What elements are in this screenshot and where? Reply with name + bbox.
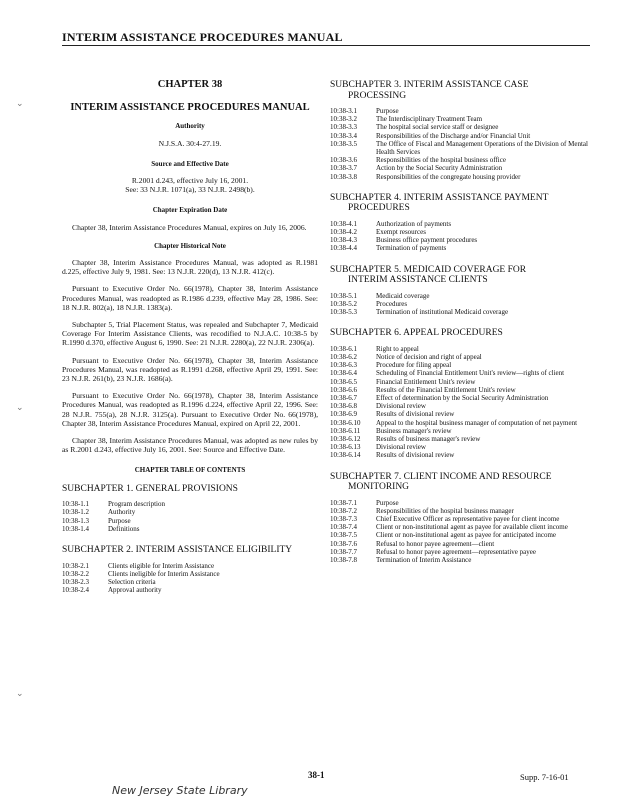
authority-text: N.J.S.A. 30:4-27.19. xyxy=(158,138,222,148)
toc-row: 10:38-3.8 Responsibilities of the congregate housing provider xyxy=(330,172,521,181)
subchapter-5-list xyxy=(330,292,592,317)
toc-row: 10:38-2.1 Clients eligible for Interim Assistance xyxy=(62,561,215,570)
toc-row: 10:38-6.8 Divisional review xyxy=(330,402,426,411)
header-rule xyxy=(62,45,590,46)
subchapter-2-title: SUBCHAPTER 2. INTERIM ASSISTANCE ELIGIBILITY xyxy=(62,545,293,555)
toc-row: 10:38-7.2 Responsibilities of the hospital business manager xyxy=(330,506,514,515)
source-text: See: 33 N.J.R. 1071(a), 33 N.J.R. 2498(b). xyxy=(125,185,255,195)
historical-note: Pursuant to Executive Order No. 66(1978), Chapter 38, Interim Assistance Procedures Manual, was readopted as R.1991 d.268, effective April 29, 1991. See: 23 N.J.R. 261(b), 23 N.J.R. 1686(a). xyxy=(62,355,318,384)
toc-heading: CHAPTER TABLE OF CONTENTS xyxy=(134,466,246,475)
toc-row: 10:38-4.4 Termination of payments xyxy=(330,244,447,253)
subchapter-2-list xyxy=(62,562,318,595)
historical-note: Pursuant to Executive Order No. 66(1978), Chapter 38, Interim Assistance Procedures Manual, was readopted as R.1996 d.224, effective April 22, 1996. See: 28 N.J.R. 755(a), 28 N.J.R. 3125(a). Pursuant to Executive Order No. 66(1978), Chapter 38, Interim Assistance Procedures Manual, expired on April 22, 2001. xyxy=(62,391,318,428)
chapter-number: CHAPTER 38 xyxy=(157,79,223,90)
toc-row: 10:38-2.4 Approval authority xyxy=(62,586,162,595)
subchapter-4-title: SUBCHAPTER 4. INTERIM ASSISTANCE PAYMENT PROCEDURES xyxy=(330,192,549,214)
expiration-text: Chapter 38, Interim Assistance Procedures Manual, expires on July 16, 2006. xyxy=(72,222,307,232)
subchapter-7-title: SUBCHAPTER 7. CLIENT INCOME AND RESOURCE MONITORING xyxy=(330,471,552,493)
subchapter-4-list xyxy=(330,220,592,253)
toc-row: 10:38-1.4 Definitions xyxy=(62,524,140,533)
toc-row: 10:38-1.2 Authority xyxy=(62,508,136,517)
historical-note: Pursuant to Executive Order No. 66(1978), Chapter 38, Interim Assistance Procedures Manual, was readopted as R.1986 d.239, effective May 28, 1986. See: 18 N.J.R. 802(a), 18 N.J.R. 1383(a). xyxy=(62,284,318,312)
toc-row: 10:38-7.7 Refusal to honor payee agreement—representative payee xyxy=(330,547,536,556)
toc-row: 10:38-7.4 Client or non-institutional agent as payee for available client income xyxy=(330,523,568,532)
margin-mark: ⌄ xyxy=(16,402,24,412)
toc-row: 10:38-6.7 Effect of determination by the Social Security Administration xyxy=(330,393,549,402)
toc-row: 10:38-1.3 Purpose xyxy=(62,516,131,525)
source-heading: Source and Effective Date xyxy=(151,159,229,168)
toc-row: 10:38-3.7 Action by the Social Security Administration xyxy=(330,164,503,173)
toc-row: 10:38-3.6 Responsibilities of the hospital business office xyxy=(330,156,506,165)
toc-row: 10:38-7.6 Refusal to honor payee agreement—client xyxy=(330,539,495,548)
historical-note: Chapter 38, Interim Assistance Procedures Manual, was adopted as new rules by as R.2001 d.243, effective July 16, 2001. See: Source and Effective Date. xyxy=(62,436,318,455)
expiration-heading: Chapter Expiration Date xyxy=(152,206,228,215)
toc-row: 10:38-6.13 Divisional review xyxy=(330,443,426,452)
toc-row: 10:38-6.2 Notice of decision and right of appeal xyxy=(330,352,482,361)
historical-heading: Chapter Historical Note xyxy=(154,241,226,250)
toc-row: 10:38-6.10 Appeal to the hospital business manager of computation of net payment xyxy=(330,418,578,427)
toc-row: 10:38-7.3 Chief Executive Officer as representative payee for client income xyxy=(330,515,560,523)
toc-row: 10:38-6.1 Right to appeal xyxy=(330,344,419,353)
subchapter-1-title: SUBCHAPTER 1. GENERAL PROVISIONS xyxy=(62,483,238,494)
historical-note: Chapter 38, Interim Assistance Procedures Manual, was adopted as R.1981 d.225, effective July 9, 1981. See: 13 N.J.R. 220(d), 13 N.J.R. 412(c). xyxy=(62,258,318,277)
left-column xyxy=(62,80,318,606)
toc-row: 10:38-3.3 The hospital social service staff or designee xyxy=(330,123,499,132)
toc-row: 10:38-6.11 Business manager's review xyxy=(330,426,452,435)
toc-row: 10:38-3.2 The Interdisciplinary Treatment Team xyxy=(330,115,483,124)
toc-row: 10:38-4.1 Authorization of payments xyxy=(330,219,452,228)
toc-row: 10:38-6.4 Scheduling of Financial Entitlement Unit's review—rights of client xyxy=(330,369,565,378)
right-column xyxy=(330,80,592,576)
toc-row: 10:38-4.3 Business office payment procedures xyxy=(330,236,478,245)
subchapter-3-title: SUBCHAPTER 3. INTERIM ASSISTANCE CASE PROCESSING xyxy=(330,80,529,101)
toc-row: 10:38-5.3 Termination of institutional Medicaid coverage xyxy=(330,308,509,317)
toc-row: 10:38-1.1 Program description xyxy=(62,500,165,509)
toc-row: 10:38-5.2 Procedures xyxy=(330,299,408,308)
toc-row: 10:38-2.3 Selection criteria xyxy=(62,577,156,586)
toc-row: 10:38-6.3 Procedure for filing appeal xyxy=(330,361,452,370)
margin-mark: ⌄ xyxy=(16,688,24,698)
supplement-date: Supp. 7-16-01 xyxy=(520,772,569,782)
source-text: R.2001 d.243, effective July 16, 2001. xyxy=(131,176,249,186)
toc-row: 10:38-3.4 Responsibilities of the Discharge and/or Financial Unit xyxy=(330,131,531,140)
subchapter-6-title: SUBCHAPTER 6. APPEAL PROCEDURES xyxy=(330,328,503,339)
toc-row: 10:38-3.1 Purpose xyxy=(330,107,399,115)
subchapter-7-list xyxy=(330,499,592,565)
page-number: 38-1 xyxy=(308,770,325,780)
subchapter-5-title: SUBCHAPTER 5. MEDICAID COVERAGE FOR INTERIM ASSISTANCE CLIENTS xyxy=(330,264,527,286)
historical-note: Subchapter 5, Trial Placement Status, was repealed and Subchapter 7, Medicaid Coverage For Interim Assistance Clients, was recodified to N.J.A.C. 10:38-5 by R.1990 d.370, effective August 6, 1990. See: 21 N.J.R. 2280(a), 22 N.J.R. 2306(a). xyxy=(62,320,318,348)
toc-row: 10:38-6.6 Results of the Financial Entitlement Unit's review xyxy=(330,385,516,394)
subchapter-3-list xyxy=(330,107,592,181)
toc-row: 10:38-2.2 Clients ineligible for Interim Assistance xyxy=(62,569,220,578)
library-stamp: New Jersey State Library xyxy=(112,784,248,797)
subchapter-6-list xyxy=(330,345,592,460)
toc-row: 10:38-7.1 Purpose xyxy=(330,498,399,507)
margin-mark: ⌄ xyxy=(16,98,24,108)
subchapter-1-list xyxy=(62,500,318,533)
toc-row: 10:38-4.2 Exempt resources xyxy=(330,228,426,237)
toc-row: 10:38-3.5 The Office of Fiscal and Management Operations of the Division of Mental Health Services xyxy=(330,139,588,157)
chapter-title: INTERIM ASSISTANCE PROCEDURES MANUAL xyxy=(70,102,310,114)
toc-row: 10:38-7.8 Termination of Interim Assistance xyxy=(330,556,472,565)
toc-row: 10:38-7.5 Client or non-institutional agent as payee for anticipated income xyxy=(330,531,557,540)
authority-heading: Authority xyxy=(175,122,205,131)
running-header: INTERIM ASSISTANCE PROCEDURES MANUAL xyxy=(62,30,343,44)
toc-row: 10:38-5.1 Medicaid coverage xyxy=(330,291,430,300)
toc-row: 10:38-6.14 Results of divisional review xyxy=(330,451,455,460)
toc-row: 10:38-6.5 Financial Entitlement Unit's review xyxy=(330,377,476,386)
toc-row: 10:38-6.9 Results of divisional review xyxy=(330,410,455,419)
toc-row: 10:38-6.12 Results of business manager's review xyxy=(330,434,481,443)
